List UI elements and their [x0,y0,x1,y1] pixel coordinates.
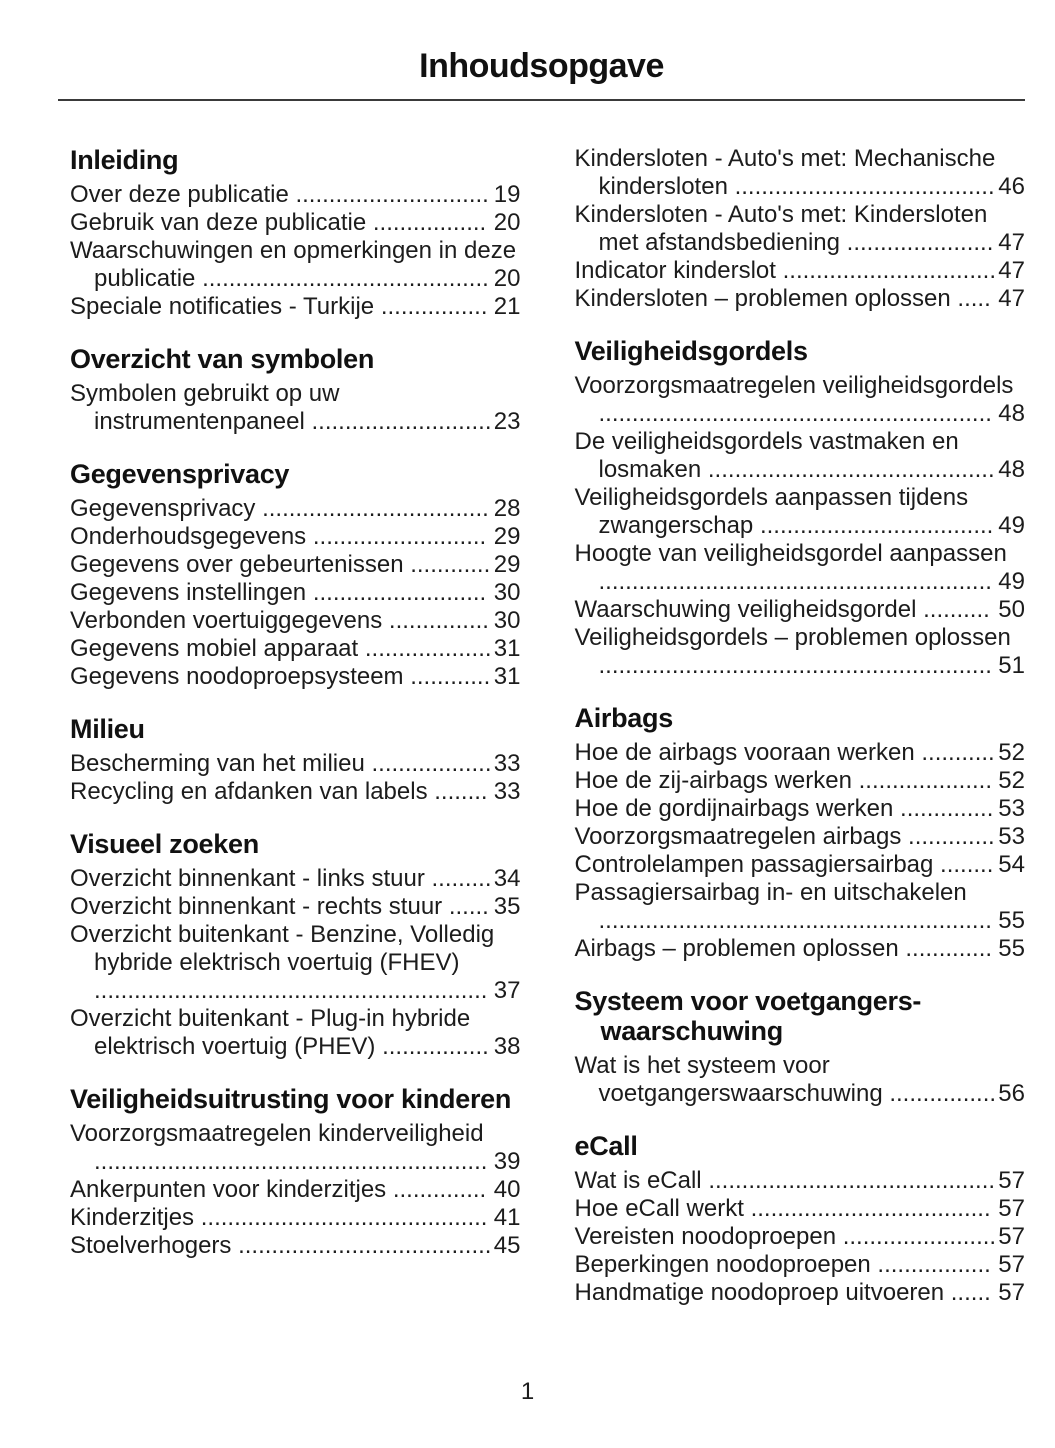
leader-dots: ........................................................... [598,568,992,595]
toc-section [575,986,1026,1108]
leader-dots: ............. [905,935,993,962]
toc-entry [575,145,1026,201]
entry-page-number: 28 [493,495,521,522]
leader-dots: ...... [950,1279,991,1306]
leader-dots: ............. [908,823,995,850]
toc-column-right [575,145,1026,1307]
entry-page-number: 57 [998,1251,1025,1278]
toc-entry [575,795,1026,823]
toc-entry [575,767,1026,795]
leader-dots: ................ [889,1080,997,1107]
leader-dots: .................................. [262,495,489,522]
header-divider [58,99,1025,101]
leader-dots: ........................................... [200,1204,488,1231]
entry-label: Hoe eCall werkt [574,1195,751,1222]
leader-dots: .............. [392,1176,487,1203]
leader-dots: ........................................... [708,1167,996,1194]
entry-page-number: 48 [998,400,1025,427]
section-heading: Systeem voor voetgangers-waarschuwing [574,986,922,1046]
toc-entry [70,380,521,436]
section-heading: Veiligheidsuitrusting voor kinderen [70,1084,512,1114]
toc-section [70,145,521,321]
leader-dots: ........................................... [707,456,995,483]
entry-page-number: 23 [493,408,521,435]
toc [58,145,1025,1307]
leader-dots: ................. [372,209,487,236]
toc-entry [70,865,521,893]
leader-dots: ............ [410,551,491,578]
toc-column-left [70,145,521,1307]
leader-dots: .................................... [750,1195,991,1222]
entry-label: Gegevens mobiel apparaat [70,635,365,662]
entry-page-number: 45 [493,1232,521,1259]
toc-entry [70,181,521,209]
entry-page-number: 52 [998,767,1025,794]
toc-entry [575,1279,1026,1307]
leader-dots: ............... [388,607,489,634]
toc-entry [70,551,521,579]
entry-label: Voorzorgsmaatregelen airbags [574,823,909,850]
toc-entry [575,879,1026,935]
entry-label: Hoe de zij-airbags werken [574,767,859,794]
entry-label: Overzicht binnenkant - rechts stuur [70,893,449,920]
section-heading: Airbags [574,703,673,733]
entry-page-number: 20 [493,209,521,236]
leader-dots: ........................................... [202,265,489,292]
toc-entry [70,750,521,778]
entry-label: Beperkingen noodoproepen [574,1251,878,1278]
toc-entry [575,1223,1026,1251]
entry-page-number: 46 [998,173,1025,200]
entry-page-number: 35 [493,893,521,920]
entry-page-number: 52 [998,739,1025,766]
leader-dots: ........ [434,778,488,805]
leader-dots: ...................................... [238,1232,492,1259]
entry-page-number: 49 [998,512,1025,539]
leader-dots: ........................................................... [94,977,488,1004]
entry-page-number: 57 [998,1195,1025,1222]
entry-label: Gegevens noodoproepsysteem [70,663,411,690]
toc-section [70,344,521,436]
toc-entry [575,596,1026,624]
page-number: 1 [520,1378,535,1405]
leader-dots: ................. [877,1251,991,1278]
page-title: Inhoudsopgave [419,47,664,85]
entry-label: Gegevensprivacy [70,495,263,522]
entry-page-number: 40 [493,1176,521,1203]
toc-entry [575,851,1026,879]
entry-page-number: 47 [998,257,1025,284]
entry-label: Veiligheidsgordels – problemen oplossen [574,624,1011,651]
entry-page-number: 56 [998,1080,1025,1107]
toc-entry [70,1120,521,1176]
entry-label: De veiligheidsgordels vastmaken en losmaken [574,428,959,483]
toc-entry [575,484,1026,540]
entry-label: Gegevens over gebeurtenissen [70,551,411,578]
entry-page-number: 51 [998,652,1025,679]
entry-page-number: 57 [998,1279,1025,1306]
toc-entry [70,579,521,607]
entry-label: Handmatige noodoproep uitvoeren [574,1279,951,1306]
section-heading: Inleiding [70,145,179,175]
toc-entry [70,1232,521,1260]
leader-dots: ................ [380,293,488,320]
leader-dots: ..... [957,285,991,312]
entry-page-number: 55 [998,907,1025,934]
leader-dots: ....................... [842,1223,997,1250]
entry-label: Kinderzitjes [70,1204,201,1231]
toc-section [70,829,521,1061]
leader-dots: ........................................................... [598,652,992,679]
toc-entry [575,1195,1026,1223]
toc-entry [70,778,521,806]
toc-entry [70,1005,521,1061]
toc-section [70,459,521,691]
toc-section [575,336,1026,680]
leader-dots: ....................................... [734,173,995,200]
entry-page-number: 30 [493,607,521,634]
toc-entry [575,257,1026,285]
entry-label: Passagiersairbag in- en uitschakelen [574,879,967,906]
entry-label: Overzicht binnenkant - links stuur [70,865,432,892]
toc-entry [575,372,1026,428]
entry-page-number: 53 [998,795,1025,822]
entry-label: Waarschuwingen en opmerkingen in deze publicatie [70,237,517,292]
entry-page-number: 48 [998,456,1025,483]
entry-page-number: 47 [998,285,1025,312]
entry-label: Over deze publicatie [70,181,296,208]
entry-label: Kindersloten - Auto's met: Kindersloten met afstandsbediening [574,201,988,256]
leader-dots: ................................... [759,512,994,539]
leader-dots: ........................................................... [598,907,992,934]
entry-page-number: 53 [998,823,1025,850]
leader-dots: .................. [371,750,492,777]
leader-dots: ........................... [311,408,492,435]
entry-page-number: 57 [998,1223,1025,1250]
entry-page-number: 33 [493,750,521,777]
leader-dots: ................................ [782,257,996,284]
entry-label: Kindersloten - Auto's met: Mechanische kindersloten [574,145,996,200]
leader-dots: .................... [858,767,992,794]
entry-label: Voorzorgsmaatregelen kinderveiligheid [70,1120,484,1147]
leader-dots: .......................... [312,579,487,606]
leader-dots: ........... [921,739,995,766]
entry-page-number: 31 [493,635,521,662]
entry-label: Verbonden voertuiggegevens [70,607,389,634]
toc-entry [575,739,1026,767]
toc-entry [70,237,521,293]
toc-entry [70,893,521,921]
toc-entry [575,201,1026,257]
toc-entry [575,428,1026,484]
toc-entry [70,523,521,551]
leader-dots: .............. [900,795,994,822]
entry-page-number: 34 [493,865,521,892]
entry-label: Recycling en afdanken van labels [70,778,435,805]
leader-dots: ........................................................... [598,400,992,427]
entry-label: Voorzorgsmaatregelen veiligheidsgordels [574,372,1014,399]
entry-page-number: 21 [493,293,521,320]
entry-page-number: 39 [493,1148,521,1175]
leader-dots: ................... [364,635,492,662]
entry-label: Wat is eCall [574,1167,709,1194]
toc-entry [575,1167,1026,1195]
leader-dots: ................ [382,1033,489,1060]
entry-page-number: 49 [998,568,1025,595]
toc-entry [575,624,1026,680]
toc-section [70,714,521,806]
toc-entry [575,1052,1026,1108]
leader-dots: ...... [448,893,489,920]
entry-label: Speciale notificaties - Turkije [70,293,381,320]
leader-dots: ............ [410,663,491,690]
toc-entry [70,921,521,1005]
toc-entry [575,285,1026,313]
section-heading: Milieu [70,714,145,744]
toc-entry [575,540,1026,596]
leader-dots: ........ [940,851,994,878]
toc-entry [70,1204,521,1232]
entry-page-number: 33 [493,778,521,805]
entry-page-number: 41 [493,1204,521,1231]
entry-label: Airbags – problemen oplossen [574,935,906,962]
entry-label: Kindersloten – problemen oplossen [574,285,958,312]
toc-entry [70,607,521,635]
section-heading: Visueel zoeken [70,829,259,859]
entry-label: Indicator kinderslot [574,257,783,284]
toc-entry [70,293,521,321]
entry-label: Symbolen gebruikt op uw instrumentenpaneel [70,380,340,435]
entry-label: Ankerpunten voor kinderzitjes [70,1176,393,1203]
entry-page-number: 55 [998,935,1025,962]
toc-entry [575,1251,1026,1279]
entry-page-number: 31 [493,663,521,690]
entry-page-number: 29 [493,523,521,550]
entry-label: Hoe de airbags vooraan werken [574,739,922,766]
entry-label: Vereisten noodoproepen [574,1223,843,1250]
section-heading: eCall [574,1131,638,1161]
entry-label: Hoe de gordijnairbags werken [574,795,901,822]
entry-label: Gebruik van deze publicatie [70,209,373,236]
entry-label: Stoelverhogers [70,1232,239,1259]
entry-label: Waarschuwing veiligheidsgordel [574,596,924,623]
entry-label: Veiligheidsgordels aanpassen tijdens zwangerschap [574,484,969,539]
entry-page-number: 37 [493,977,521,1004]
entry-label: Overzicht buitenkant - Benzine, Volledig hybride elektrisch voertuig (FHEV) [70,921,495,976]
section-heading: Gegevensprivacy [70,459,290,489]
entry-label: Bescherming van het milieu [70,750,372,777]
page-header [58,46,1025,101]
leader-dots: ...................... [846,229,994,256]
leader-dots: .......... [923,596,990,623]
entry-page-number: 19 [493,181,521,208]
toc-section [575,703,1026,963]
section-heading: Overzicht van symbolen [70,344,375,374]
leader-dots: ............................. [295,181,489,208]
entry-page-number: 50 [998,596,1025,623]
entry-page-number: 20 [493,265,521,292]
entry-label: Overzicht buitenkant - Plug-in hybride elektrisch voertuig (PHEV) [70,1005,471,1060]
entry-page-number: 30 [493,579,521,606]
entry-page-number: 47 [998,229,1025,256]
toc-section [575,145,1026,313]
toc-entry [70,209,521,237]
toc-entry [70,1176,521,1204]
entry-label: Wat is het systeem voor voetgangerswaarschuwing [574,1052,890,1107]
toc-entry [575,823,1026,851]
entry-page-number: 57 [998,1167,1025,1194]
entry-label: Controlelampen passagiersairbag [574,851,941,878]
toc-entry [575,935,1026,963]
section-heading: Veiligheidsgordels [574,336,808,366]
entry-page-number: 29 [493,551,521,578]
entry-label: Onderhoudsgegevens [70,523,313,550]
leader-dots: ........................................................... [94,1148,488,1175]
entry-label: Hoogte van veiligheidsgordel aanpassen [574,540,1007,567]
toc-section [575,1131,1026,1307]
leader-dots: ......... [431,865,492,892]
toc-entry [70,635,521,663]
leader-dots: .......................... [312,523,487,550]
toc-entry [70,663,521,691]
toc-section [70,1084,521,1260]
entry-page-number: 54 [998,851,1025,878]
entry-page-number: 38 [493,1033,521,1060]
toc-entry [70,495,521,523]
entry-label: Gegevens instellingen [70,579,313,606]
